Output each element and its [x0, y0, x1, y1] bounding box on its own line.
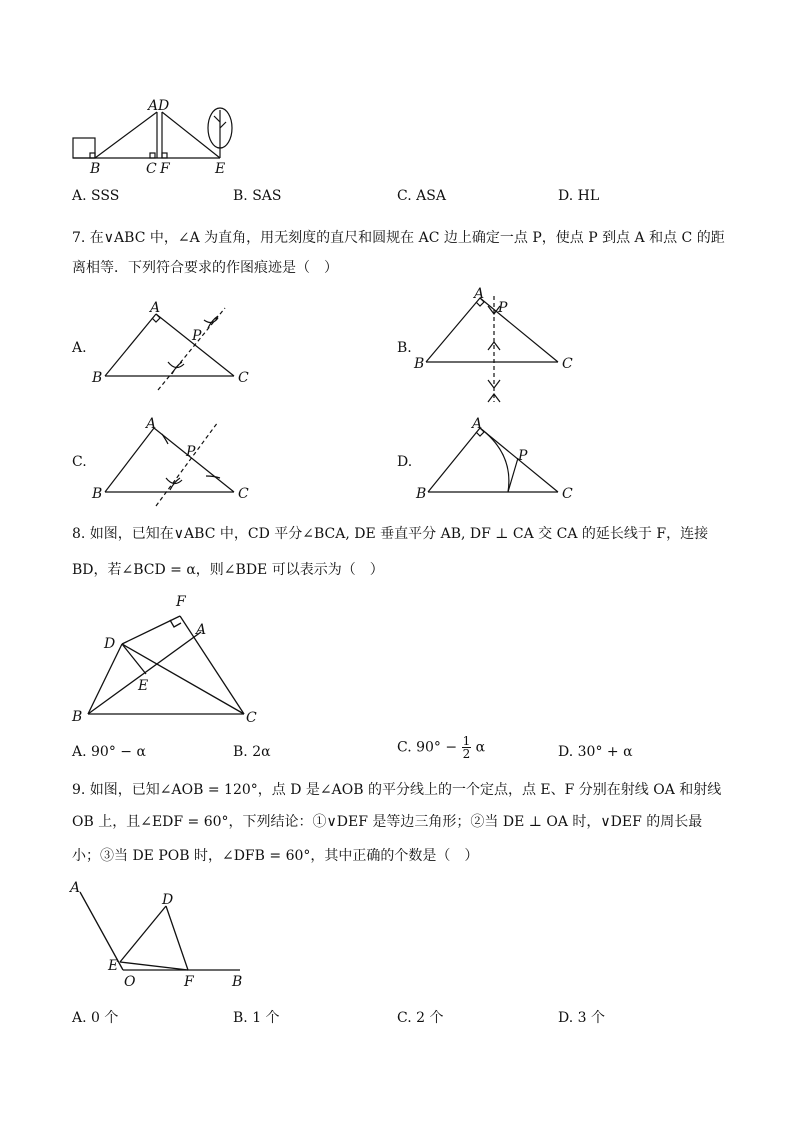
q8-option-c-prefix: C. 90° −: [397, 739, 458, 756]
q7b-label-B: B: [414, 356, 425, 372]
q7-option-b-letter: B.: [397, 340, 412, 356]
fig9-label-B: B: [232, 974, 243, 990]
fig6-label-E: E: [215, 161, 226, 177]
q8-option-c-denominator: 2: [462, 747, 471, 761]
q9-stem-line3: 小；③当 DE POB 时，∠DFB = 60°，其中正确的个数是（ ）: [72, 848, 479, 864]
fig8-label-B: B: [72, 709, 83, 725]
q7-option-c-letter: C.: [72, 454, 87, 470]
q7b-label-A: A: [474, 286, 485, 302]
q9-stem-line1: 9. 如图，已知∠AOB = 120°，点 D 是∠AOB 的平分线上的一个定点，点 E、F 分别在射线 OA 和射线: [72, 782, 722, 798]
q7c-label-A: A: [146, 416, 157, 432]
q9-option-b: B. 1 个: [233, 1010, 280, 1026]
q7b-label-C: C: [562, 356, 573, 372]
fig6-label-A: A: [148, 98, 159, 114]
q7a-label-B: B: [92, 370, 103, 386]
fig6-label-F: F: [160, 161, 170, 177]
q6-option-a: A. SSS: [72, 188, 120, 204]
q7d-label-P: P: [518, 448, 528, 464]
q9-stem-line2: OB 上，且∠EDF = 60°，下列结论：①∨DEF 是等边三角形；②当 DE ⊥ OA 时，∨DEF 的周长最: [72, 814, 703, 830]
q6-option-b: B. SAS: [233, 188, 282, 204]
q7-stem-line1: 7. 在∨ABC 中，∠A 为直角，用无刻度的直尺和圆规在 AC 边上确定一点 P，使点 P 到点 A 和点 C 的距: [72, 230, 725, 246]
q8-option-c-fraction: [462, 735, 472, 760]
q8-option-a: A. 90° − α: [72, 744, 146, 760]
fig8-label-A: A: [196, 622, 207, 638]
q7-stem-line2: 离相等．下列符合要求的作图痕迹是（ ）: [72, 260, 338, 276]
q8-option-c-numerator: 1: [462, 734, 471, 748]
q7-figure-b: [414, 286, 584, 406]
q9-option-c: C. 2 个: [397, 1010, 444, 1026]
fig9-label-D: D: [162, 892, 174, 908]
q9-option-d: D. 3 个: [558, 1010, 605, 1026]
q7d-label-C: C: [562, 486, 573, 502]
q6-figure: [70, 98, 250, 178]
q8-option-b: B. 2α: [233, 744, 271, 760]
q8-stem-line2: BD，若∠BCD = α，则∠BDE 可以表示为（ ）: [72, 562, 384, 578]
q7c-label-C: C: [238, 486, 249, 502]
fig6-label-D: D: [158, 98, 170, 114]
fig9-label-F: F: [184, 974, 194, 990]
q8-stem-line1: 8. 如图，已知在∨ABC 中，CD 平分∠BCA, DE 垂直平分 AB, DF ⊥ CA 交 CA 的延长线于 F，连接: [72, 526, 709, 542]
q7b-label-P: P: [498, 300, 508, 316]
q7-option-d-letter: D.: [397, 454, 413, 470]
q9-option-a: A. 0 个: [72, 1010, 119, 1026]
q9-figure: [68, 880, 258, 990]
fig8-label-F: F: [176, 594, 186, 610]
fig8-label-D: D: [104, 636, 116, 652]
q7d-label-B: B: [416, 486, 427, 502]
q7-option-a-letter: A.: [72, 340, 87, 356]
q7-figure-a: [90, 298, 260, 388]
q7-figure-c: [90, 414, 260, 506]
fig6-label-B: B: [90, 161, 101, 177]
q6-option-c: C. ASA: [397, 188, 446, 204]
q7c-label-B: B: [92, 486, 103, 502]
fig6-label-C: C: [146, 161, 157, 177]
fig9-label-E: E: [108, 958, 119, 974]
q7a-label-A: A: [150, 300, 161, 316]
q8-option-c: [397, 735, 485, 760]
q7-figure-d: [414, 414, 584, 506]
q7d-label-A: A: [472, 416, 483, 432]
q7a-label-P: P: [192, 328, 202, 344]
fig8-label-E: E: [138, 678, 149, 694]
q7a-label-C: C: [238, 370, 249, 386]
q8-option-c-suffix: α: [475, 739, 486, 756]
q6-option-d: D. HL: [558, 188, 600, 204]
q8-figure: [70, 588, 270, 728]
fig9-label-O: O: [124, 974, 136, 990]
fig9-label-A: A: [70, 880, 81, 896]
q8-option-d: D. 30° + α: [558, 744, 633, 760]
fig8-label-C: C: [246, 710, 257, 726]
q7c-label-P: P: [186, 444, 196, 460]
